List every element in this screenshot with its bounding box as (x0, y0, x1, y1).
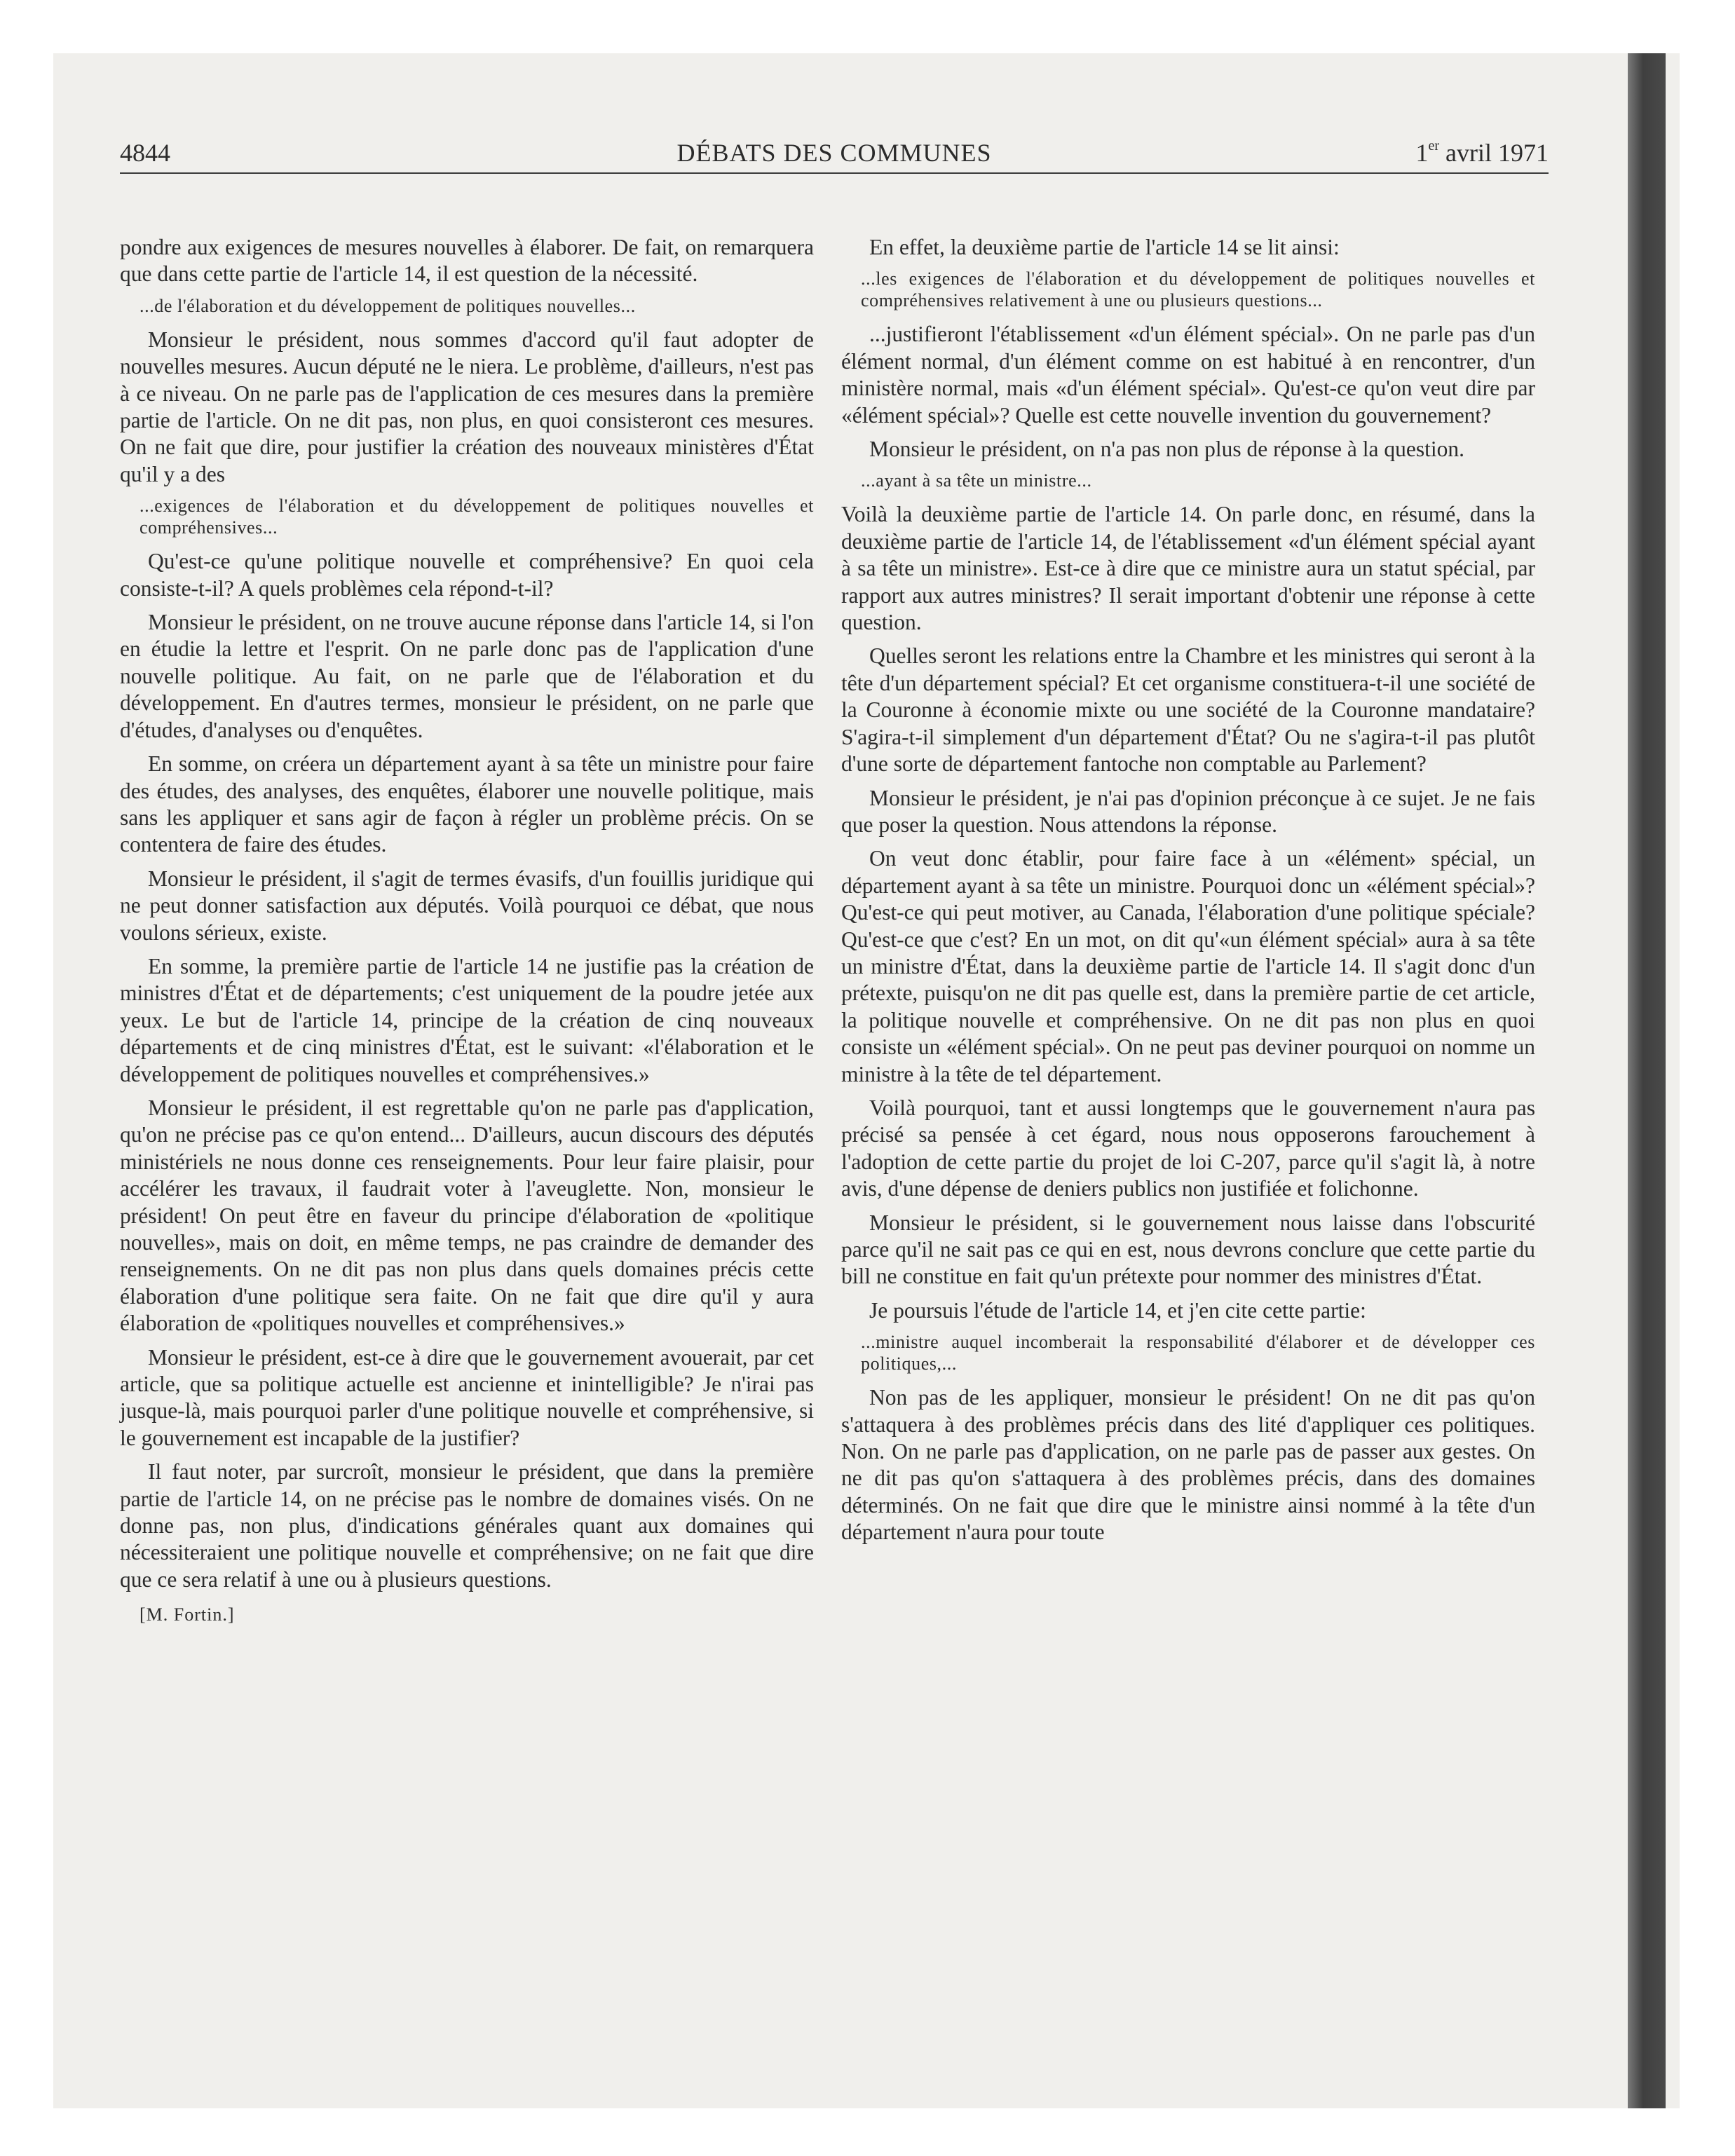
date-suffix: er (1428, 138, 1440, 153)
paragraph: pondre aux exigences de mesures nouvelles à élaborer. De fait, on remarquera que dans cette partie de l'article 14, il est question de la nécessité. (120, 235, 814, 287)
paragraph: Monsieur le président, si le gouvernement nous laisse dans l'obscurité parce qu'il ne sait pas ce qui en est, nous devrons conclure que cette partie du bill ne constitue en fait qu'un prétexte pour nommer des ministres d'État. (841, 1210, 1535, 1289)
quoted-excerpt: ...ministre auquel incomberait la responsabilité d'élaborer et de développer ces politiques,... (861, 1332, 1535, 1374)
paragraph: Monsieur le président, on ne trouve aucune réponse dans l'article 14, si l'on en étudie la lettre et l'esprit. On ne parle donc pas de l'application d'une nouvelle politique. Au fait, on ne parle que de l'élaboration et du développement. En d'autres termes, monsieur le président, on ne parle que d'études, d'analyses ou d'enquêtes. (120, 610, 814, 742)
page-number: 4844 (120, 139, 170, 167)
paragraph: Il faut noter, par surcroît, monsieur le président, que dans la première partie de l'article 14, on ne précise pas le nombre de domaines visés. On ne donne pas, non plus, d'indications générales quant aux domaines qui nécessiteraient une politique nouvelle et compréhensive; on ne fait que dire que ce sera relatif à une ou à plusieurs questions. (120, 1459, 814, 1592)
paragraph: Monsieur le président, on n'a pas non plus de réponse à la question. (869, 437, 1464, 462)
paragraph: Non pas de les appliquer, monsieur le président! On ne dit pas qu'on s'attaquera à des problèmes précis dans des lité d'appliquer ces politiques. Non. On ne parle pas d'application, on ne parle pas de passer aux gestes. On ne dit pas qu'on s'attaquera à des problèmes précis, dans des domaines déterminés. On ne fait que dire que le ministre ainsi nommé à la tête d'un département n'aura pour toute (841, 1385, 1535, 1545)
paragraph: Voilà la deuxième partie de l'article 14. On parle donc, en résumé, dans la deuxième partie de l'article 14, de l'établissement «d'un élément spécial ayant à sa tête un ministre». Est-ce à dire que ce ministre aura un statut spécial, par rapport aux autres ministres? Il serait important d'obtenir une réponse à cette question. (841, 502, 1535, 635)
speaker-attribution: [M. Fortin.] (140, 1604, 235, 1625)
publication-date (1415, 133, 1549, 172)
date-day: 1 (1415, 139, 1429, 167)
quoted-excerpt: ...les exigences de l'élaboration et du développement de politiques nouvelles et compréhensives relativement à une ou plusieurs questions... (861, 268, 1535, 311)
publication-title: DÉBATS DES COMMUNES (676, 139, 992, 167)
left-column (120, 234, 814, 1636)
paragraph: Monsieur le président, nous sommes d'accord qu'il faut adopter de nouvelles mesures. Aucun député ne le niera. Le problème, d'ailleurs, n'est pas à ce niveau. On ne parle pas de l'application de ces mesures dans la première partie de l'article. On ne dit pas, non plus, en quoi consisteront ces mesures. On ne fait que dire, pour justifier la création des nouveaux ministères d'État qu'il y a des (120, 327, 814, 486)
paragraph: ...justifieront l'établissement «d'un élément spécial». On ne parle pas d'un élément normal, d'un élément comme on est habitué à en rencontrer, d'un ministère normal, mais «d'un élément spécial». Qu'est-ce qu'on veut dire par «élément spécial»? Quelle est cette nouvelle invention du gouvernement? (841, 322, 1535, 428)
paragraph: En somme, la première partie de l'article 14 ne justifie pas la création de ministres d'État et de départements; c'est uniquement de la poudre jetée aux yeux. Le but de l'article 14, principe de la création de cinq nouveaux départements et de cinq ministres d'État, est le suivant: «l'élaboration et le développement de politiques nouvelles et compréhensives.» (120, 953, 814, 1086)
paragraph: En effet, la deuxième partie de l'article 14 se lit ainsi: (869, 235, 1340, 259)
paragraph: En somme, on créera un département ayant à sa tête un ministre pour faire des études, des analyses, des enquêtes, élaborer une nouvelle politique, mais sans les appliquer et sans agir de façon à régler un problème précis. On se contentera de faire des études. (120, 751, 814, 857)
paragraph: Quelles seront les relations entre la Chambre et les ministres qui seront à la tête d'un département spécial? Et cet organisme constituera-t-il une société de la Couronne à économie mixte ou une société de la Couronne mandataire? S'agira-t-il simplement d'un département d'État? Ou ne s'agira-t-il pas plutôt d'une sorte de département fantoche non comptable au Parlement? (841, 643, 1535, 777)
paragraph: Qu'est-ce qu'une politique nouvelle et compréhensive? En quoi cela consiste-t-il? A quels problèmes cela répond-t-il? (120, 549, 814, 601)
page-header (120, 133, 1549, 174)
paragraph: Monsieur le président, il s'agit de termes évasifs, d'un fouillis juridique qui ne peut donner satisfaction aux députés. Voilà pourquoi ce débat, que nous voulons sérieux, existe. (120, 866, 814, 945)
paragraph: Je poursuis l'étude de l'article 14, et j'en cite cette partie: (869, 1297, 1366, 1323)
date-rest: avril 1971 (1445, 139, 1549, 167)
quoted-excerpt: ...exigences de l'élaboration et du développement de politiques nouvelles et compréhensives... (140, 496, 814, 538)
paragraph: On veut donc établir, pour faire face à un «élément» spécial, un département ayant à sa tête un ministre. Pourquoi donc un «élément spécial»? Qu'est-ce qui peut motiver, au Canada, l'élaboration d'une politique spéciale? Qu'est-ce que c'est? En un mot, on dit qu'«un élément spécial» aura à sa tête un ministre d'État, dans la deuxième partie de l'article 14. Il s'agit donc d'un prétexte, puisqu'on ne dit pas quelle est, dans la première partie de cet article, la politique nouvelle et compréhensive. On ne dit pas non plus en quoi consiste un «élément spécial». On ne peut pas deviner pourquoi on nomme un ministre à la tête de tel département. (841, 846, 1535, 1086)
scan-edge-shadow (1628, 53, 1666, 2108)
paragraph: Monsieur le président, il est regrettable qu'on ne parle pas d'application, qu'on ne précise pas ce qu'on entend... D'ailleurs, aucun discours des députés ministériels ne nous donne ces renseignements. Pour leur faire plaisir, pour accélérer les travaux, il faudrait voter à l'aveuglette. Non, monsieur le président! On peut être en faveur du principe d'élaboration de «politique nouvelles», mais on doit, en même temps, ne pas craindre de demander des renseignements. On ne dit pas non plus dans quels domaines précis cette élaboration d'une politique sera faite. On ne fait que dire qu'il y aura élaboration de «politiques nouvelles et compréhensives.» (120, 1095, 814, 1336)
paragraph: Monsieur le président, est-ce à dire que le gouvernement avouerait, par cet article, que sa politique actuelle est ancienne et inintelligible? Je n'irai pas jusque-là, mais pourquoi parler d'une politique nouvelle et compréhensive, si le gouvernement est incapable de la justifier? (120, 1344, 814, 1450)
paragraph: Monsieur le président, je n'ai pas d'opinion préconçue à ce sujet. Je ne fais que poser la question. Nous attendons la réponse. (841, 785, 1535, 837)
paragraph: Voilà pourquoi, tant et aussi longtemps que le gouvernement n'aura pas précisé sa pensée à cet égard, nous nous opposerons farouchement à l'adoption de cette partie du projet de loi C-207, parce qu'il s'agit là, à notre avis, d'une dépense de deniers publics non justifiée et folichonne. (841, 1095, 1535, 1201)
quoted-excerpt: ...de l'élaboration et du développement de politiques nouvelles... (140, 295, 636, 316)
quoted-excerpt: ...ayant à sa tête un ministre... (861, 470, 1092, 491)
right-column (841, 234, 1535, 1553)
